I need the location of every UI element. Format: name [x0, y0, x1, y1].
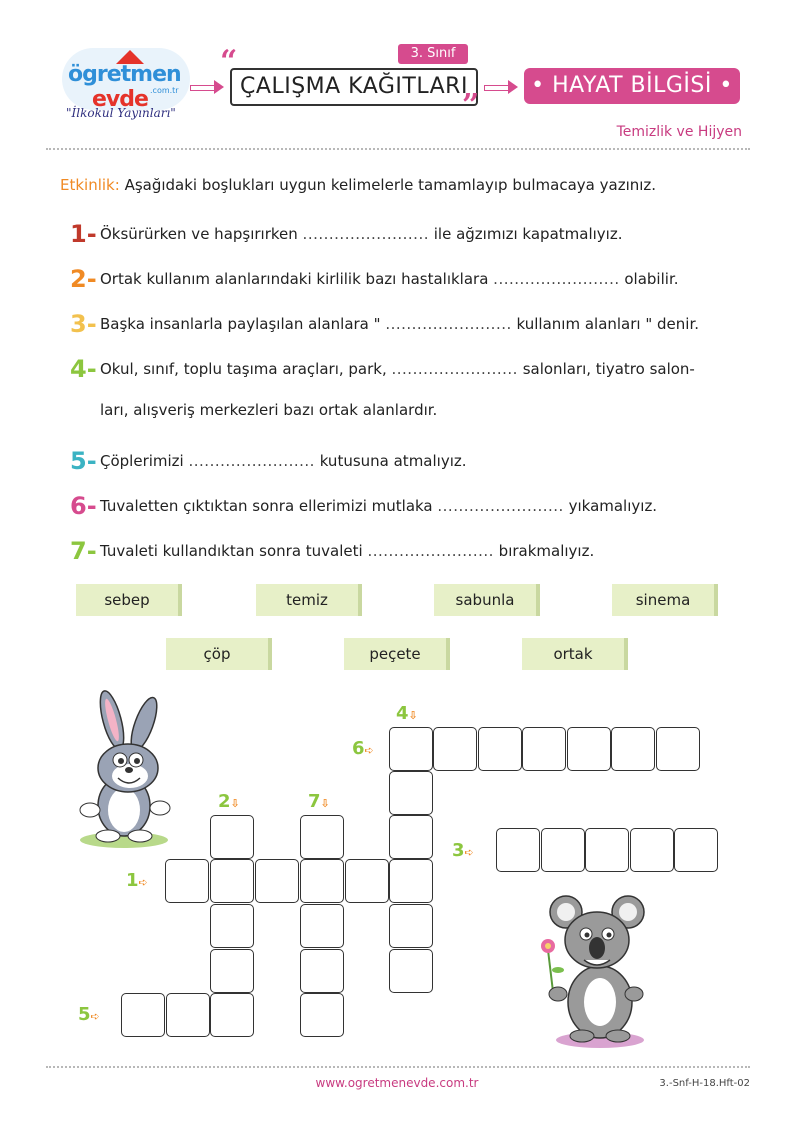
word-card-pecete[interactable]: peçete: [344, 638, 450, 670]
crossword-cell[interactable]: [389, 727, 433, 771]
page-title: ÇALIŞMA KAĞITLARI: [230, 68, 478, 106]
word-card-sinema[interactable]: sinema: [612, 584, 718, 616]
question-number: 5-: [70, 447, 97, 475]
question-number: 3-: [70, 310, 97, 338]
clue-marker-5: 5➪: [78, 1004, 100, 1025]
quote-close-icon: ”: [462, 88, 480, 123]
arrow-down-icon: ⇩: [230, 797, 240, 810]
question-7: 7- Tuvaleti kullandıktan sonra tuvaleti ........................ bırakmalıyız.: [70, 537, 595, 565]
grade-label: 3. Sınıf: [398, 44, 468, 64]
question-number: 4-: [70, 355, 97, 383]
crossword-cell[interactable]: [300, 859, 344, 903]
logo-wordmark: ögretmen evde: [68, 62, 181, 112]
word-card-cop[interactable]: çöp: [166, 638, 272, 670]
crossword-cell[interactable]: [585, 828, 629, 872]
clue-marker-4: 4⇩: [396, 703, 418, 724]
clue-marker-3: 3➪: [452, 840, 474, 861]
arrow-right-icon: ➪: [138, 876, 148, 889]
crossword-cell[interactable]: [300, 815, 344, 859]
crossword-cell[interactable]: [165, 859, 209, 903]
question-6: 6- Tuvaletten çıktıktan sonra ellerimizi mutlaka ........................ yıkamalıyız.: [70, 492, 658, 520]
crossword-cell[interactable]: [389, 771, 433, 815]
blank-field[interactable]: ........................: [367, 542, 494, 560]
crossword-cell[interactable]: [210, 993, 254, 1037]
crossword-cell[interactable]: [522, 727, 566, 771]
document-code: 3.-Snf-H-18.Hft-02: [659, 1078, 750, 1089]
word-card-ortak[interactable]: ortak: [522, 638, 628, 670]
crossword-cell[interactable]: [389, 904, 433, 948]
crossword-cell[interactable]: [389, 949, 433, 993]
activity-instruction: [60, 176, 656, 194]
word-card-sabunla[interactable]: sabunla: [434, 584, 540, 616]
arrow-down-icon: ⇩: [320, 797, 330, 810]
crossword-cell[interactable]: [300, 949, 344, 993]
publisher-logo: [62, 48, 190, 128]
crossword-cell[interactable]: [210, 904, 254, 948]
activity-label: Etkinlik:: [60, 176, 120, 194]
arrow-down-icon: ⇩: [408, 709, 418, 722]
clue-marker-1: 1➪: [126, 870, 148, 891]
blank-field[interactable]: ........................: [385, 315, 512, 333]
word-card-temiz[interactable]: temiz: [256, 584, 362, 616]
crossword-cell[interactable]: [567, 727, 611, 771]
question-number: 6-: [70, 492, 97, 520]
question-number: 1-: [70, 220, 97, 248]
crossword-cell[interactable]: [674, 828, 718, 872]
crossword-cell[interactable]: [255, 859, 299, 903]
arrow-right-icon: ➪: [90, 1010, 100, 1023]
crossword-cell[interactable]: [210, 949, 254, 993]
logo-tagline: "İlkokul Yayınları": [66, 106, 176, 120]
activity-text: Aşağıdaki boşlukları uygun kelimelerle tamamlayıp bulmacaya yazınız.: [119, 176, 657, 194]
crossword-cell[interactable]: [433, 727, 477, 771]
question-3: 3- Başka insanlarla paylaşılan alanlara " ........................ kullanım alanları " denir.: [70, 310, 700, 338]
crossword-cell[interactable]: [210, 859, 254, 903]
arrow-right-icon: [190, 80, 224, 94]
question-2: 2- Ortak kullanım alanlarındaki kirlilik bazı hastalıklara ........................ olabilir.: [70, 265, 679, 293]
blank-field[interactable]: ........................: [188, 452, 315, 470]
crossword-cell[interactable]: [496, 828, 540, 872]
question-5: 5- Çöplerimizi ........................ kutusuna atmalıyız.: [70, 447, 467, 475]
header-divider: [46, 148, 750, 150]
crossword-cell[interactable]: [210, 815, 254, 859]
crossword-cell[interactable]: [300, 904, 344, 948]
footer-url[interactable]: www.ogretmenevde.com.tr: [315, 1076, 479, 1090]
clue-marker-7: 7⇩: [308, 791, 330, 812]
quote-open-icon: “: [220, 44, 238, 79]
crossword-cell[interactable]: [389, 815, 433, 859]
crossword-cell[interactable]: [345, 859, 389, 903]
question-1: 1- Öksürürken ve hapşırırken ........................ ile ağzımızı kapatmalıyız.: [70, 220, 623, 248]
word-card-sebep[interactable]: sebep: [76, 584, 182, 616]
footer-divider: [46, 1066, 750, 1068]
question-4-continued: ları, alışveriş merkezleri bazı ortak alanlardır.: [100, 401, 438, 419]
subject-badge: • HAYAT BİLGİSİ •: [524, 68, 740, 104]
question-number: 7-: [70, 537, 97, 565]
topic-label: Temizlik ve Hijyen: [616, 124, 742, 140]
logo-domain: .com.tr: [150, 86, 179, 95]
crossword-cell[interactable]: [656, 727, 700, 771]
blank-field[interactable]: ........................: [437, 497, 564, 515]
clue-marker-6: 6➪: [352, 738, 374, 759]
clue-marker-2: 2⇩: [218, 791, 240, 812]
crossword-cell[interactable]: [478, 727, 522, 771]
crossword-cell[interactable]: [166, 993, 210, 1037]
arrow-right-icon: ➪: [364, 744, 374, 757]
arrow-right-icon: ➪: [464, 846, 474, 859]
blank-field[interactable]: ........................: [302, 225, 429, 243]
crossword-cell[interactable]: [389, 859, 433, 903]
crossword-cell[interactable]: [121, 993, 165, 1037]
crossword-cell[interactable]: [300, 993, 344, 1037]
question-4: 4- Okul, sınıf, toplu taşıma araçları, park, ........................ salonları, tiyatro salon-: [70, 355, 695, 383]
crossword-cell[interactable]: [541, 828, 585, 872]
arrow-right-icon: [484, 80, 518, 94]
rabbit-illustration: [72, 690, 182, 850]
blank-field[interactable]: ........................: [391, 360, 518, 378]
blank-field[interactable]: ........................: [493, 270, 620, 288]
crossword-cell[interactable]: [630, 828, 674, 872]
crossword-cell[interactable]: [611, 727, 655, 771]
koala-illustration: [530, 890, 660, 1050]
question-number: 2-: [70, 265, 97, 293]
